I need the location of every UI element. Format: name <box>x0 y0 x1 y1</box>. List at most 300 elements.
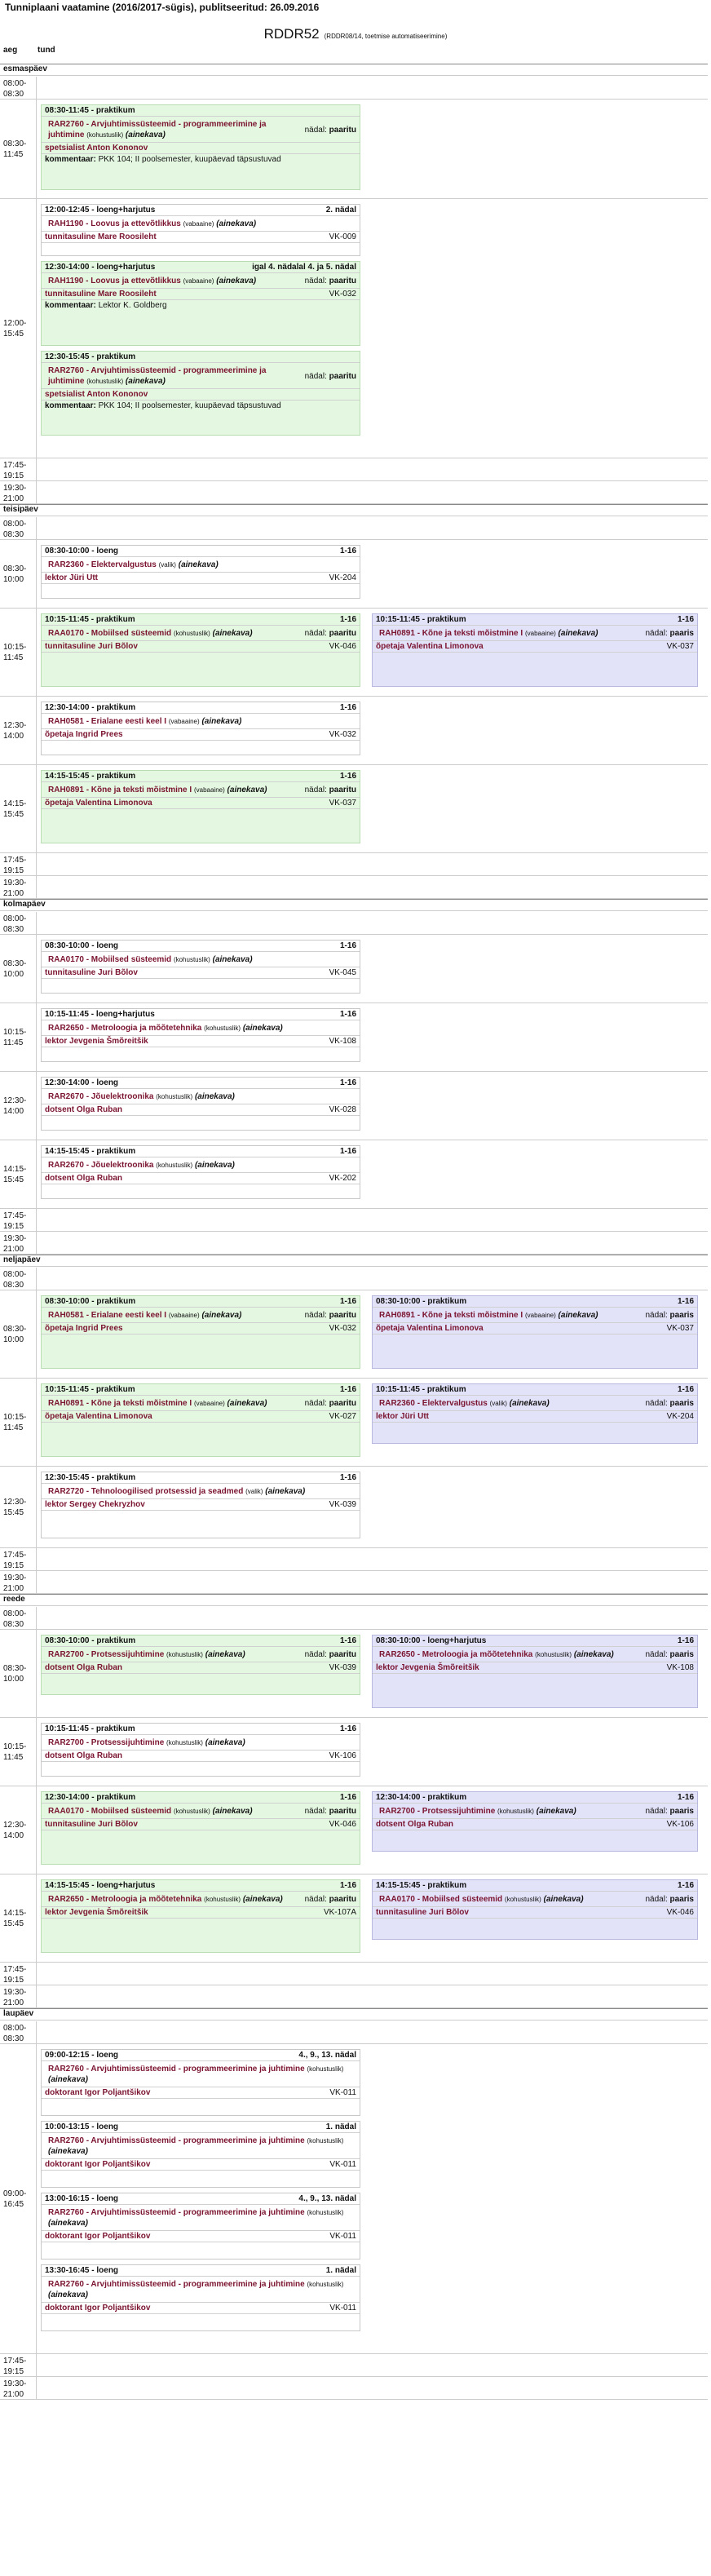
lesson-time: 14:15-15:45 - praktikum <box>376 1881 467 1890</box>
subject-text: RAH0891 - Kõne ja teksti mõistmine I (vabaaine) (ainekava) <box>379 629 598 638</box>
lesson-subject[interactable] <box>42 952 360 967</box>
day-header: reede <box>0 1594 708 1606</box>
lecturer-row <box>42 2231 360 2242</box>
slot-divider <box>36 517 37 539</box>
time-slot <box>0 2044 708 2354</box>
time-slot <box>0 853 708 876</box>
lesson-card[interactable] <box>41 1145 360 1199</box>
lesson-time: 12:30-15:45 - praktikum <box>45 352 136 361</box>
time-slot <box>0 1786 708 1874</box>
subject-ainekava-link[interactable]: (ainekava) <box>125 131 166 139</box>
subject-ainekava-link[interactable]: (ainekava) <box>536 1807 576 1816</box>
lecturer-name[interactable]: õpetaja Valentina Limonova <box>45 1412 152 1421</box>
subject-kind: (kohustuslik) <box>497 1808 534 1815</box>
lecturer-name[interactable]: lektor Jüri Utt <box>45 573 99 582</box>
room: VK-108 <box>329 1037 356 1046</box>
lesson-time-row <box>42 1296 360 1308</box>
lesson-card[interactable] <box>41 1635 360 1695</box>
lesson-card[interactable] <box>41 702 360 755</box>
lesson-subject[interactable] <box>373 1647 697 1662</box>
lesson-time-row <box>42 105 360 117</box>
lecturer-name[interactable]: dotsent Olga Ruban <box>45 1663 122 1672</box>
lecturer-row <box>42 143 360 154</box>
lesson-card[interactable] <box>41 2049 360 2116</box>
week-parity: nädal: paaris <box>645 1895 694 1904</box>
slot-time: 12:30- 14:00 <box>3 1096 27 1116</box>
lesson-card[interactable] <box>372 613 698 687</box>
lesson-time-row <box>373 1384 697 1396</box>
subject-kind: (vabaaine) <box>168 1312 200 1319</box>
slot-divider <box>36 1571 37 1593</box>
subject-kind: (kohustuslik) <box>173 630 210 637</box>
lecturer-name[interactable]: õpetaja Ingrid Prees <box>45 1324 123 1333</box>
subject-ainekava-link[interactable]: (ainekava) <box>201 717 242 726</box>
week-parity: nädal: paaritu <box>304 371 356 381</box>
slot-divider <box>36 1548 37 1570</box>
time-slot <box>0 1963 708 1985</box>
week-parity-value: paaris <box>669 1650 694 1659</box>
comment-label: kommentaar: <box>45 301 96 310</box>
subject-ainekava-link[interactable]: (ainekava) <box>205 1738 245 1747</box>
slot-time: 12:30- 14:00 <box>3 1821 27 1840</box>
lesson-time: 10:00-13:15 - loeng <box>45 2122 119 2131</box>
slot-divider <box>36 1718 37 1786</box>
week-parity: nädal: paaris <box>645 1311 694 1320</box>
subject-text: RAR2700 - Protsessijuhtimine (kohustuslik) (ainekava) <box>48 1650 245 1659</box>
week-parity-value: paaritu <box>329 1895 356 1904</box>
subject-text: RAR2650 - Metroloogia ja mõõtetehnika (kohustuslik) (ainekava) <box>48 1024 283 1033</box>
room: VK-046 <box>329 642 356 651</box>
subject-kind: (vabaaine) <box>193 1400 225 1407</box>
subject-ainekava-link[interactable]: (ainekava) <box>558 1311 598 1320</box>
slot-time: 08:30- 11:45 <box>3 139 27 159</box>
time-slot <box>0 1571 708 1594</box>
slot-time: 17:45- 19:15 <box>3 2357 27 2376</box>
lecturer-row <box>373 1323 697 1334</box>
lecturer-name[interactable]: tunnitasuline Mare Roosileht <box>45 232 157 241</box>
slot-divider <box>36 481 37 503</box>
lesson-weeks: 1-16 <box>339 1724 356 1733</box>
comment-label: kommentaar: <box>45 155 96 164</box>
subject-ainekava-link[interactable]: (ainekava) <box>227 1399 267 1408</box>
week-parity-value: paaris <box>669 1895 694 1904</box>
subject-ainekava-link[interactable]: (ainekava) <box>543 1895 584 1904</box>
subject-ainekava-link[interactable]: (ainekava) <box>194 1161 235 1170</box>
lesson-card[interactable] <box>41 613 360 687</box>
lesson-subject[interactable] <box>42 1892 360 1907</box>
lecturer-name[interactable]: spetsialist Anton Kononov <box>45 390 148 399</box>
slot-divider <box>36 2021 37 2043</box>
room: VK-032 <box>329 290 356 299</box>
slot-divider <box>36 540 37 608</box>
comment-text: PKK 104; II poolsemester, kuupäevad täpsustuvad <box>98 155 281 164</box>
lecturer-name[interactable]: doktorant Igor Poljantšikov <box>45 2304 151 2313</box>
lesson-time-row <box>373 614 697 626</box>
lecturer-name[interactable]: õpetaja Ingrid Prees <box>45 730 123 739</box>
slot-time: 09:00- 16:45 <box>3 2189 27 2209</box>
subject-kind: (kohustuslik) <box>173 956 210 963</box>
slot-divider <box>36 199 37 458</box>
subject-kind: (kohustuslik) <box>307 2065 344 2073</box>
subject-ainekava-link[interactable]: (ainekava) <box>205 1650 245 1659</box>
lecturer-row <box>42 1751 360 1762</box>
lecturer-row <box>373 1907 697 1919</box>
lecturer-row <box>42 2303 360 2314</box>
subject-kind: (kohustuslik) <box>86 131 124 139</box>
lesson-card[interactable] <box>41 940 360 994</box>
week-parity-value: paaritu <box>329 125 356 135</box>
lesson-weeks: 1-16 <box>339 547 356 555</box>
room: VK-106 <box>329 1751 356 1760</box>
lesson-subject[interactable] <box>42 1089 360 1104</box>
room: VK-009 <box>329 232 356 241</box>
slot-time: 19:30- 21:00 <box>3 879 27 898</box>
lesson-subject[interactable] <box>42 216 360 232</box>
lesson-card[interactable] <box>372 1295 698 1369</box>
subject-text: RAR2670 - Jõuelektroonika (kohustuslik) (ainekava) <box>48 1161 235 1170</box>
lesson-card[interactable] <box>41 2264 360 2331</box>
slot-divider <box>36 1072 37 1140</box>
lesson-card[interactable] <box>41 770 360 843</box>
lecturer-name[interactable]: lektor Jevgenia Šmõreitšik <box>45 1908 148 1917</box>
subject-ainekava-link[interactable]: (ainekava) <box>227 786 267 794</box>
subject-ainekava-link[interactable]: (ainekava) <box>242 1024 283 1033</box>
subject-ainekava-link[interactable]: (ainekava) <box>212 1807 253 1816</box>
lesson-card[interactable] <box>41 1077 360 1131</box>
lecturer-row <box>42 1173 360 1184</box>
lesson-card[interactable] <box>41 1723 360 1777</box>
lesson-card[interactable] <box>41 545 360 599</box>
lesson-weeks: 1. nädal <box>325 2122 356 2131</box>
lesson-time: 14:15-15:45 - loeng+harjutus <box>45 1881 156 1890</box>
lesson-subject[interactable] <box>42 1157 360 1173</box>
time-slot <box>0 1209 708 1232</box>
slot-time: 08:30- 10:00 <box>3 1325 27 1344</box>
lesson-time-row <box>42 1792 360 1804</box>
lesson-subject[interactable] <box>42 117 360 143</box>
lesson-card[interactable] <box>41 351 360 436</box>
subject-kind: (kohustuslik) <box>535 1651 572 1658</box>
slot-divider <box>36 2044 37 2353</box>
subject-text: RAH0581 - Erialane eesti keel I (vabaaine) (ainekava) <box>48 717 242 726</box>
slot-time: 17:45- 19:15 <box>3 856 27 875</box>
time-slot <box>0 1985 708 2008</box>
lesson-subject[interactable] <box>42 557 360 573</box>
lecturer-row <box>42 798 360 809</box>
lesson-weeks: 1-16 <box>339 703 356 712</box>
slot-time: 19:30- 21:00 <box>3 1573 27 1593</box>
lesson-time: 10:15-11:45 - loeng+harjutus <box>45 1010 155 1019</box>
subject-kind: (kohustuslik) <box>156 1093 193 1100</box>
slot-time: 17:45- 19:15 <box>3 1551 27 1570</box>
lesson-card[interactable] <box>372 1879 698 1940</box>
lesson-card[interactable] <box>41 1472 360 1538</box>
subject-ainekava-link[interactable]: (ainekava) <box>48 2147 88 2156</box>
lecturer-row <box>42 641 360 653</box>
lecturer-name[interactable]: dotsent Olga Ruban <box>376 1820 453 1829</box>
slot-time: 19:30- 21:00 <box>3 2379 27 2399</box>
lesson-subject[interactable] <box>42 1735 360 1751</box>
lesson-card[interactable] <box>41 1383 360 1457</box>
subject-text: RAA0170 - Mobiilsed süsteemid (kohustuslik) (ainekava) <box>48 955 253 964</box>
lecturer-name[interactable]: doktorant Igor Poljantšikov <box>45 2160 151 2169</box>
subject-ainekava-link[interactable]: (ainekava) <box>573 1650 614 1659</box>
lecturer-name[interactable]: lektor Sergey Chekryzhov <box>45 1500 145 1509</box>
lesson-subject[interactable] <box>42 626 360 641</box>
lesson-time: 08:30-10:00 - praktikum <box>376 1297 467 1306</box>
lesson-time: 12:30-14:00 - praktikum <box>45 703 136 712</box>
week-parity: nädal: paaris <box>645 629 694 638</box>
lecturer-name[interactable]: doktorant Igor Poljantšikov <box>45 2088 151 2097</box>
lecturer-name[interactable]: dotsent Olga Ruban <box>45 1105 122 1114</box>
lecturer-name[interactable]: õpetaja Valentina Limonova <box>376 642 484 651</box>
subject-ainekava-link[interactable]: (ainekava) <box>48 2219 88 2228</box>
subject-kind: (valik) <box>245 1488 263 1495</box>
subject-ainekava-link[interactable]: (ainekava) <box>216 277 257 285</box>
col-header-lesson: tund <box>38 46 55 55</box>
lesson-card[interactable] <box>372 1383 698 1444</box>
lesson-weeks: 1-16 <box>677 1385 694 1394</box>
lesson-subject[interactable] <box>42 782 360 798</box>
lecturer-name[interactable]: tunnitasuline Juri Bõlov <box>45 968 138 977</box>
lesson-weeks: 1-16 <box>339 615 356 624</box>
lecturer-name[interactable]: tunnitasuline Mare Roosileht <box>45 290 157 299</box>
lesson-time: 08:30-10:00 - loeng <box>45 941 119 950</box>
slot-divider <box>36 1379 37 1466</box>
lesson-subject[interactable] <box>373 1892 697 1907</box>
subject-ainekava-link[interactable]: (ainekava) <box>178 560 219 569</box>
time-slot <box>0 2021 708 2044</box>
lecturer-name[interactable]: õpetaja Valentina Limonova <box>45 799 152 808</box>
lesson-weeks: 1-16 <box>677 615 694 624</box>
time-slot <box>0 1874 708 1963</box>
lesson-time-row <box>42 205 360 216</box>
week-parity: nädal: paaritu <box>304 125 356 135</box>
slot-divider <box>36 1963 37 1985</box>
slot-time: 10:15- 11:45 <box>3 1742 27 1762</box>
subject-ainekava-link[interactable]: (ainekava) <box>216 219 257 228</box>
lecturer-row <box>42 1499 360 1511</box>
week-parity: nädal: paaritu <box>304 1399 356 1408</box>
lesson-subject[interactable] <box>373 626 697 641</box>
lesson-time-row <box>42 352 360 363</box>
week-parity: nädal: paaris <box>645 1399 694 1408</box>
lecturer-name[interactable]: õpetaja Valentina Limonova <box>376 1324 484 1333</box>
comment-row <box>42 401 360 411</box>
lesson-subject[interactable] <box>42 1308 360 1323</box>
room: VK-108 <box>666 1663 694 1672</box>
slot-time: 08:30- 10:00 <box>3 564 27 584</box>
lecturer-row <box>42 1662 360 1674</box>
lesson-time: 08:30-11:45 - praktikum <box>45 106 135 115</box>
slot-divider <box>36 100 37 198</box>
lesson-card[interactable] <box>41 2193 360 2260</box>
subject-ainekava-link[interactable]: (ainekava) <box>509 1399 550 1408</box>
subject-ainekava-link[interactable]: (ainekava) <box>265 1487 306 1496</box>
lecturer-name[interactable]: dotsent Olga Ruban <box>45 1174 122 1183</box>
comment-text: PKK 104; II poolsemester, kuupäevad täpsustuvad <box>98 401 281 410</box>
subject-ainekava-link[interactable]: (ainekava) <box>242 1895 283 1904</box>
lesson-weeks: 1-16 <box>677 1636 694 1645</box>
lesson-subject[interactable] <box>42 2277 360 2303</box>
slot-time: 17:45- 19:15 <box>3 1211 27 1231</box>
lesson-subject[interactable] <box>42 2205 360 2231</box>
slot-time: 19:30- 21:00 <box>3 484 27 503</box>
subject-text: RAR2760 - Arvjuhtimissüsteemid - programmeerimine ja juhtimine (kohustuslik) (ainekava) <box>48 120 267 139</box>
lecturer-row <box>373 1411 697 1423</box>
lesson-subject[interactable] <box>42 1804 360 1819</box>
subject-kind: (vabaaine) <box>183 277 214 285</box>
lesson-card[interactable] <box>41 1791 360 1865</box>
slot-divider <box>36 1232 37 1254</box>
slot-divider <box>36 77 37 99</box>
lesson-time-row <box>42 771 360 782</box>
lecturer-name[interactable]: lektor Jüri Utt <box>376 1412 430 1421</box>
subject-ainekava-link[interactable]: (ainekava) <box>48 2075 88 2084</box>
lesson-subject[interactable] <box>42 2061 360 2087</box>
slot-divider <box>36 1607 37 1629</box>
lesson-card[interactable] <box>41 1879 360 1953</box>
slot-divider <box>36 1003 37 1071</box>
subject-text: RAR2650 - Metroloogia ja mõõtetehnika (kohustuslik) (ainekava) <box>379 1650 614 1659</box>
subject-kind: (kohustuslik) <box>166 1739 203 1746</box>
lecturer-name[interactable]: lektor Jevgenia Šmõreitšik <box>45 1037 148 1046</box>
lecturer-row <box>373 1819 697 1830</box>
lesson-time-row <box>42 2193 360 2205</box>
subject-ainekava-link[interactable]: (ainekava) <box>201 1311 242 1320</box>
lesson-time-row <box>42 546 360 557</box>
lesson-card[interactable] <box>41 204 360 256</box>
subject-ainekava-link[interactable]: (ainekava) <box>212 629 253 638</box>
week-parity-value: paaris <box>669 1807 694 1816</box>
lesson-weeks: 1-16 <box>339 1010 356 1019</box>
lesson-weeks: 1-16 <box>339 1636 356 1645</box>
room: VK-039 <box>329 1500 356 1509</box>
lesson-time-row <box>42 1472 360 1484</box>
lesson-subject[interactable] <box>42 273 360 289</box>
lesson-time-row <box>42 1880 360 1892</box>
subject-kind: (kohustuslik) <box>307 2137 344 2144</box>
lesson-time: 10:15-11:45 - praktikum <box>45 1724 135 1733</box>
room: VK-011 <box>329 2304 356 2313</box>
week-parity: nädal: paaritu <box>304 1895 356 1904</box>
lesson-time: 08:30-10:00 - praktikum <box>45 1636 136 1645</box>
slot-divider <box>36 1786 37 1874</box>
lesson-time: 12:30-14:00 - praktikum <box>376 1793 467 1802</box>
lesson-subject[interactable] <box>42 2133 360 2159</box>
subject-kind: (kohustuslik) <box>204 1025 241 1032</box>
lesson-weeks: 4., 9., 13. nädal <box>298 2051 356 2060</box>
slot-divider <box>36 1290 37 1378</box>
time-slot <box>0 1140 708 1209</box>
slot-divider <box>36 1630 37 1717</box>
subject-text: RAH0891 - Kõne ja teksti mõistmine I (vabaaine) (ainekava) <box>48 1399 267 1408</box>
lecturer-row <box>42 573 360 584</box>
lesson-subject[interactable] <box>42 714 360 729</box>
lecturer-name[interactable]: dotsent Olga Ruban <box>45 1751 122 1760</box>
subject-text: RAR2760 - Arvjuhtimissüsteemid - programmeerimine ja juhtimine (kohustuslik) (ainekava) <box>48 2280 344 2299</box>
lesson-card[interactable] <box>41 1008 360 1062</box>
slot-time: 08:00- 08:30 <box>3 914 27 934</box>
lesson-weeks: igal 4. nädalal 4. ja 5. nädal <box>252 263 356 272</box>
lesson-subject[interactable] <box>42 363 360 389</box>
lecturer-name[interactable]: spetsialist Anton Kononov <box>45 144 148 153</box>
lesson-card[interactable] <box>41 261 360 346</box>
time-slot <box>0 912 708 935</box>
time-slot <box>0 1718 708 1786</box>
day-header: esmaspäev <box>0 64 708 76</box>
lecturer-name[interactable]: tunnitasuline Juri Bõlov <box>376 1908 469 1917</box>
time-slot <box>0 458 708 481</box>
room: VK-027 <box>329 1412 356 1421</box>
day-header: neljapäev <box>0 1255 708 1267</box>
subject-ainekava-link[interactable]: (ainekava) <box>125 377 166 386</box>
time-slot <box>0 1379 708 1467</box>
lecturer-row <box>42 232 360 243</box>
slot-divider <box>36 697 37 764</box>
lesson-card[interactable] <box>372 1635 698 1708</box>
slot-divider <box>36 609 37 696</box>
lesson-subject[interactable] <box>373 1308 697 1323</box>
room: VK-037 <box>666 642 694 651</box>
slot-divider <box>36 2377 37 2399</box>
lesson-subject[interactable] <box>42 1647 360 1662</box>
lecturer-row <box>42 1323 360 1334</box>
lesson-card[interactable] <box>372 1791 698 1852</box>
subject-kind: (valik) <box>158 561 176 569</box>
lecturer-name[interactable]: doktorant Igor Poljantšikov <box>45 2232 151 2241</box>
lesson-subject[interactable] <box>42 1396 360 1411</box>
subject-ainekava-link[interactable]: (ainekava) <box>558 629 598 638</box>
time-slot <box>0 1548 708 1571</box>
lesson-time-row <box>373 1792 697 1804</box>
subject-kind: (valik) <box>489 1400 507 1407</box>
lesson-card[interactable] <box>41 1295 360 1369</box>
lesson-weeks: 1-16 <box>339 1473 356 1482</box>
room: VK-107A <box>323 1908 356 1917</box>
lecturer-name[interactable]: tunnitasuline Juri Bõlov <box>45 1820 138 1829</box>
slot-divider <box>36 1268 37 1290</box>
subject-ainekava-link[interactable]: (ainekava) <box>212 955 253 964</box>
lesson-time: 13:30-16:45 - loeng <box>45 2266 119 2275</box>
lesson-subject[interactable] <box>373 1804 697 1819</box>
slot-time: 19:30- 21:00 <box>3 1234 27 1254</box>
slot-divider <box>36 1209 37 1231</box>
slot-time: 08:30- 10:00 <box>3 1664 27 1684</box>
lesson-weeks: 2. nädal <box>325 206 356 215</box>
room: VK-204 <box>329 573 356 582</box>
slot-time: 08:00- 08:30 <box>3 2024 27 2043</box>
week-parity: nädal: paaritu <box>304 277 356 285</box>
room: VK-028 <box>329 1105 356 1114</box>
room: VK-032 <box>329 730 356 739</box>
week-parity-value: paaritu <box>329 629 356 638</box>
subject-ainekava-link[interactable]: (ainekava) <box>48 2291 88 2299</box>
lesson-subject[interactable] <box>373 1396 697 1411</box>
lecturer-name[interactable]: tunnitasuline Juri Bõlov <box>45 642 138 651</box>
lesson-card[interactable] <box>41 104 360 190</box>
lesson-weeks: 1-16 <box>339 1078 356 1087</box>
lesson-card[interactable] <box>41 2121 360 2188</box>
lesson-subject[interactable] <box>42 1484 360 1499</box>
subject-ainekava-link[interactable]: (ainekava) <box>194 1092 235 1101</box>
lecturer-name[interactable]: lektor Jevgenia Šmõreitšik <box>376 1663 479 1672</box>
lecturer-row <box>42 1907 360 1919</box>
time-slot <box>0 1003 708 1072</box>
room: VK-202 <box>329 1174 356 1183</box>
lesson-subject[interactable] <box>42 1020 360 1036</box>
time-slot <box>0 1630 708 1718</box>
